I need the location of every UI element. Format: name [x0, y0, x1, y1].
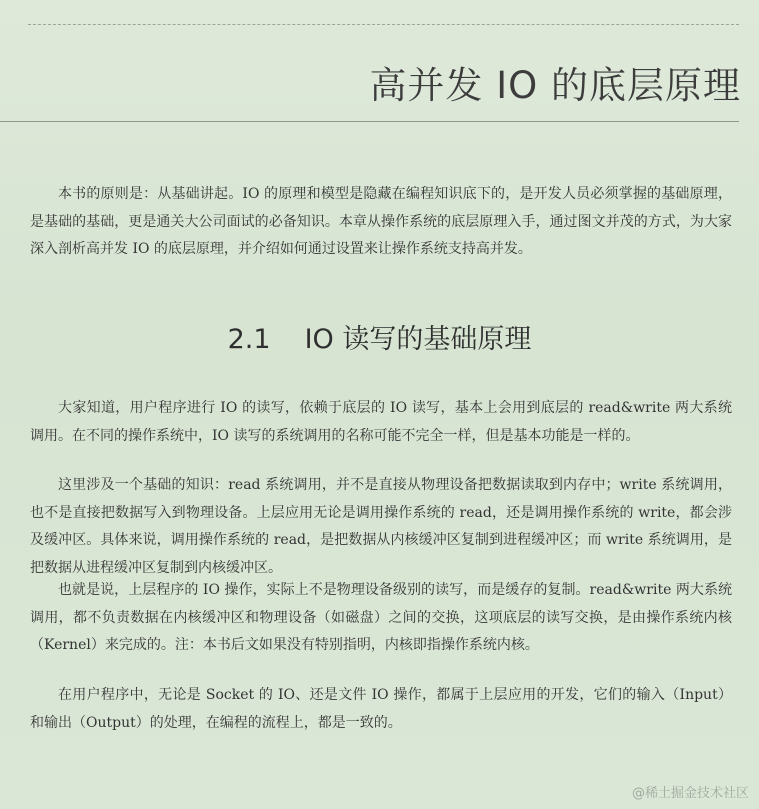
- body-paragraph-3: 也就是说，上层程序的 IO 操作，实际上不是物理设备级别的读写，而是缓存的复制。read&write 两大系统调用，都不负责数据在内核缓冲区和物理设备（如磁盘）之间的交换，这项底层的读写交换，是由操作系统内核（Kernel）来完成的。注：本书后文如果没有特别指明，内核即指操作系统内核。: [30, 582, 732, 653]
- section-title: IO 读写的基础原理: [304, 324, 532, 355]
- body-paragraph-4: 在用户程序中，无论是 Socket 的 IO、还是文件 IO 操作，都属于上层应用的开发，它们的输入（Input）和输出（Output）的处理，在编程的流程上，都是一致的。: [30, 687, 732, 731]
- body-paragraph-2: 这里涉及一个基础的知识：read 系统调用，并不是直接从物理设备把数据读取到内存中；write 系统调用，也不是直接把数据写入到物理设备。上层应用无论是调用操作系统的 read，还是调用操作系统的 write，都会涉及缓冲区。具体来说，调用操作系统的 read，是把数据从内核缓冲区复制到进程缓冲区；而 write 系统调用，是把数据从进程缓冲区复制到内核缓冲区。: [30, 477, 732, 576]
- section-heading: [0, 317, 759, 356]
- section-number: 2.1: [227, 324, 271, 355]
- body-paragraph-1: 大家知道，用户程序进行 IO 的读写，依赖于底层的 IO 读写，基本上会用到底层的 read&write 两大系统调用。在不同的操作系统中，IO 读写的系统调用的名称可能不完全一样，但是基本功能是一样的。: [30, 400, 732, 444]
- intro-paragraph: 本书的原则是：从基础讲起。IO 的原理和模型是隐藏在编程知识底下的，是开发人员必须掌握的基础原理，是基础的基础，更是通关大公司面试的必备知识。本章从操作系统的底层原理入手，通过图文并茂的方式，为大家深入剖析高并发 IO 的底层原理，并介绍如何通过设置来让操作系统支持高并发。: [30, 186, 732, 257]
- top-dashed-rule: [28, 24, 739, 25]
- chapter-title-rule: [0, 121, 739, 122]
- watermark: @稀土掘金技术社区: [631, 786, 749, 801]
- chapter-title: 高并发 IO 的底层原理: [369, 64, 741, 107]
